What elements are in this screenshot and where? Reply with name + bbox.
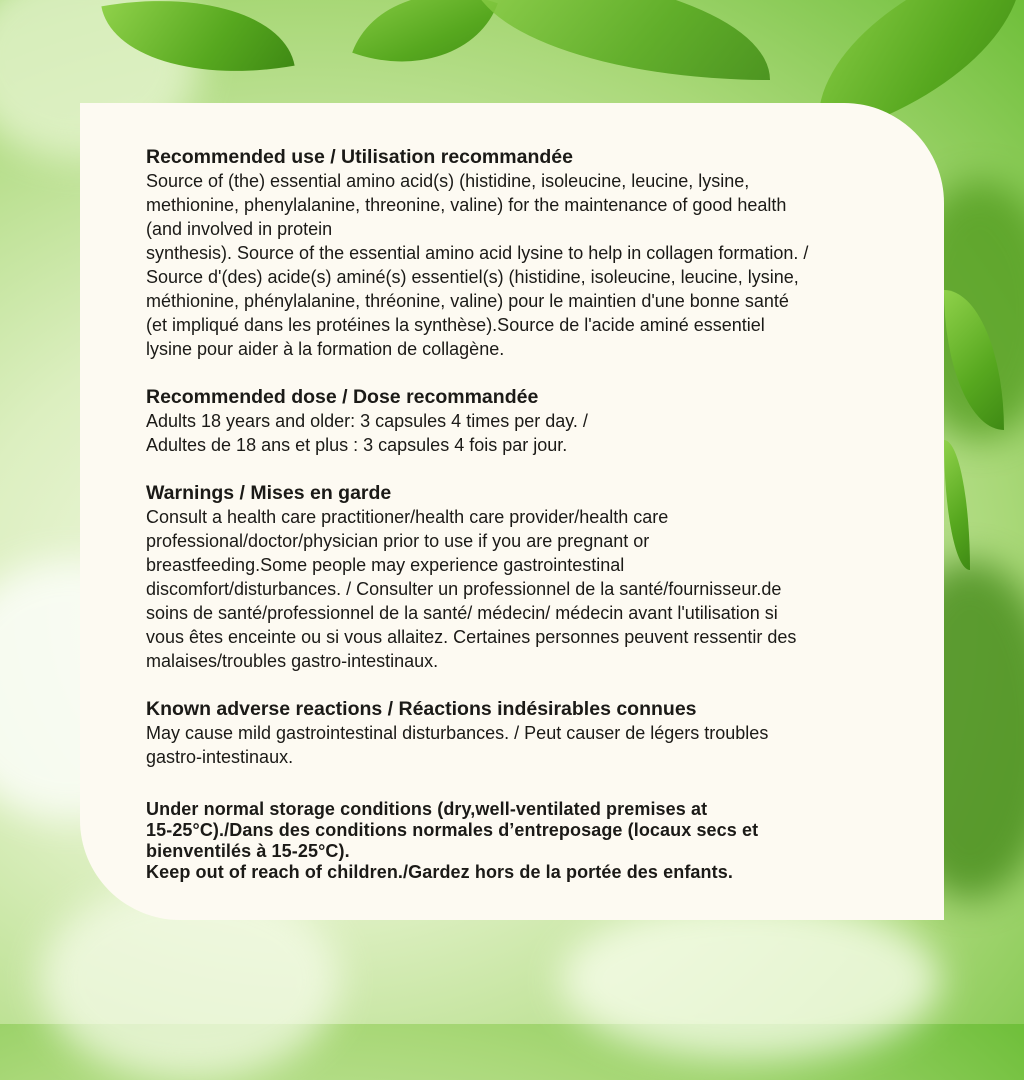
- storage-text-line: Keep out of reach of children./Gardez hors de la portée des enfants.: [146, 862, 733, 882]
- label-text-block: [146, 145, 906, 907]
- recommended-use-text-line: méthionine, phénylalanine, thréonine, valine) pour le maintien d'une bonne santé: [146, 291, 789, 311]
- warnings-text-line: Consult a health care practitioner/health care provider/health care: [146, 507, 669, 527]
- storage-section: [146, 799, 906, 883]
- adverse-reactions-text-line: gastro-intestinaux.: [146, 747, 294, 767]
- recommended-use-text-line: (et impliqué dans les protéines la synthèse).Source de l'acide aminé essentiel: [146, 315, 765, 335]
- recommended-use-section: [146, 145, 906, 361]
- storage-text-line: 15-25°C)./Dans des conditions normales d’entreposage (locaux secs et: [146, 820, 759, 840]
- adverse-reactions-text-line: May cause mild gastrointestinal disturbances. / Peut causer de légers troubles: [146, 723, 769, 743]
- recommended-use-text-line: synthesis). Source of the essential amino acid lysine to help in collagen formation. /: [146, 243, 809, 263]
- warnings-text-line: vous êtes enceinte ou si vous allaitez. Certaines personnes peuvent ressentir des: [146, 627, 797, 647]
- recommended-dose-text-line: Adultes de 18 ans et plus : 3 capsules 4 fois par jour.: [146, 435, 568, 455]
- leaf-image: [352, 0, 498, 94]
- recommended-dose-heading: Recommended dose / Dose recommandée: [146, 386, 539, 408]
- warnings-text-line: malaises/troubles gastro-intestinaux.: [146, 651, 439, 671]
- recommended-dose-section: [146, 385, 906, 457]
- adverse-reactions-heading: Known adverse reactions / Réactions indésirables connues: [146, 698, 697, 720]
- leaf-image: [470, 0, 770, 80]
- recommended-use-text-line: methionine, phenylalanine, threonine, valine) for the maintenance of good health: [146, 195, 787, 215]
- warnings-text-line: soins de santé/professionnel de la santé/ médecin/ médecin avant l'utilisation si: [146, 603, 778, 623]
- recommended-use-text-line: lysine pour aider à la formation de collagène.: [146, 339, 505, 359]
- recommended-use-text-line: (and involved in protein: [146, 219, 333, 239]
- storage-text-line: bienventilés à 15-25°C).: [146, 841, 350, 861]
- bokeh-light: [560, 900, 940, 1060]
- recommended-use-text-line: Source d'(des) acide(s) aminé(s) essentiel(s) (histidine, isoleucine, leucine, lysine,: [146, 267, 799, 287]
- adverse-reactions-section: [146, 697, 906, 769]
- storage-text-line: Under normal storage conditions (dry,well-ventilated premises at: [146, 799, 708, 819]
- recommended-use-heading: Recommended use / Utilisation recommandée: [146, 146, 573, 168]
- recommended-dose-text-line: Adults 18 years and older: 3 capsules 4 times per day. /: [146, 411, 588, 431]
- warnings-text-line: breastfeeding.Some people may experience gastrointestinal: [146, 555, 625, 575]
- warnings-section: [146, 481, 906, 673]
- recommended-use-text-line: Source of (the) essential amino acid(s) (histidine, isoleucine, leucine, lysine,: [146, 171, 750, 191]
- warnings-text-line: discomfort/disturbances. / Consulter un professionnel de la santé/fournisseur.de: [146, 579, 782, 599]
- leaf-image: [944, 440, 970, 570]
- warnings-heading: Warnings / Mises en garde: [146, 482, 392, 504]
- warnings-text-line: professional/doctor/physician prior to use if you are pregnant or: [146, 531, 650, 551]
